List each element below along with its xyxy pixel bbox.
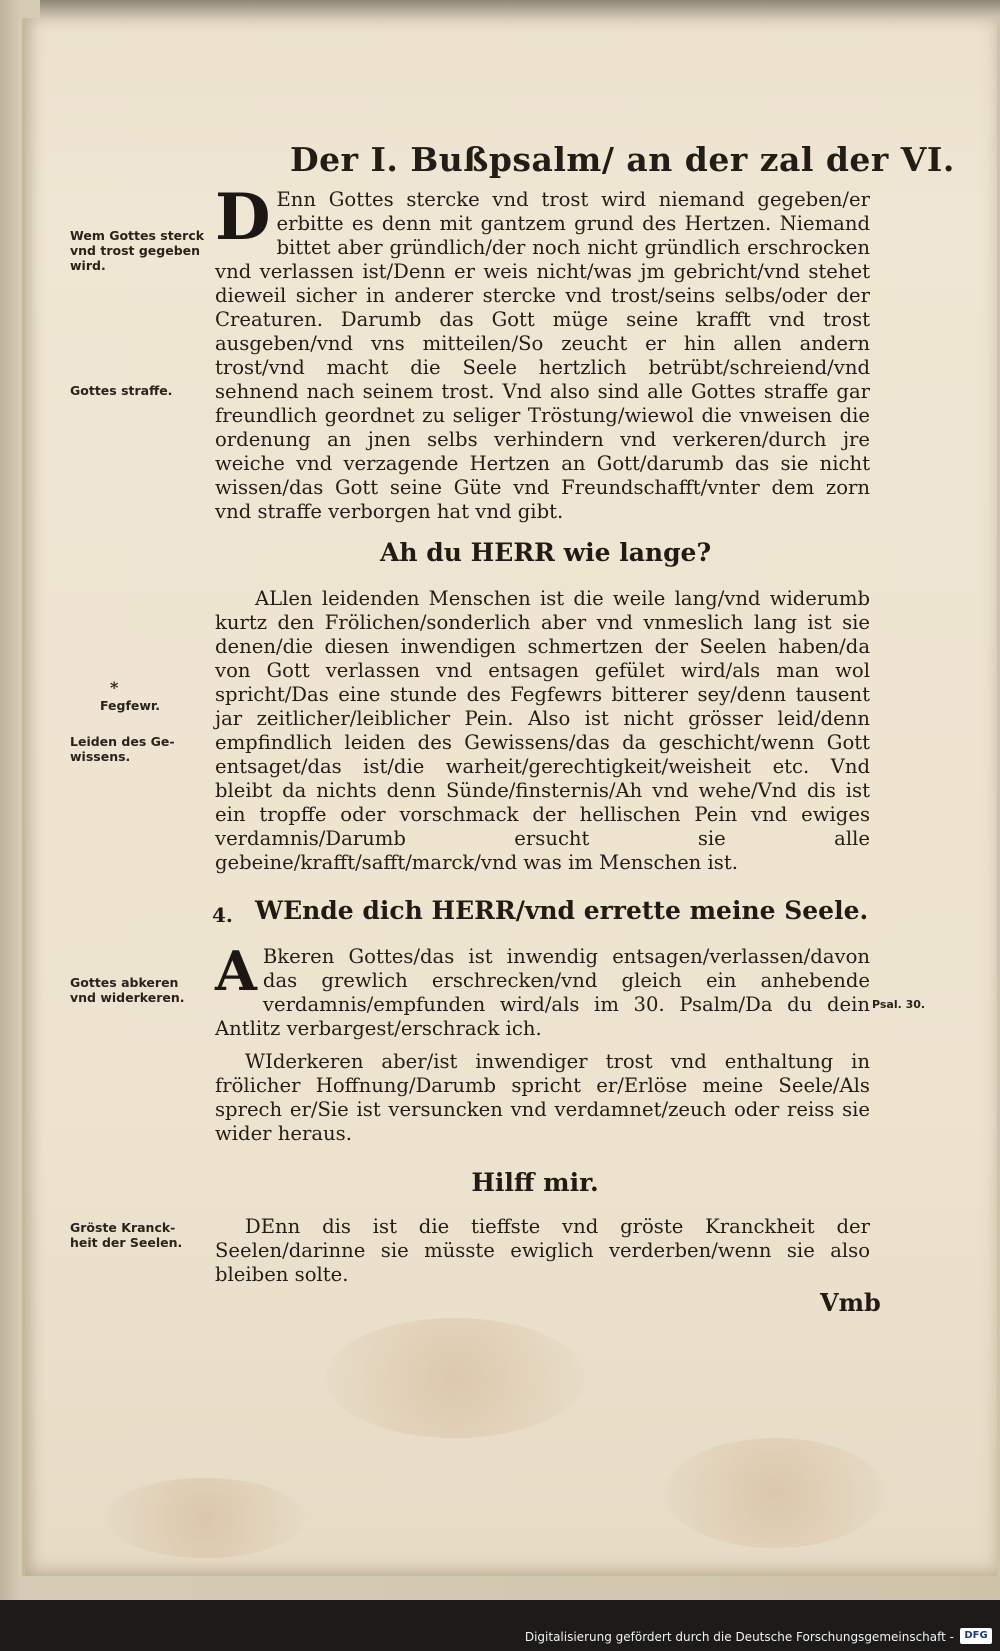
- dfg-logo-icon: DFG: [960, 1628, 992, 1644]
- sidenote-gottes-straffe: Gottes straffe.: [70, 383, 173, 398]
- verse-number: 4.: [212, 903, 233, 927]
- paper-stain: [105, 1478, 305, 1558]
- drop-initial: A: [215, 939, 257, 1003]
- asterisk-mark: *: [110, 678, 119, 697]
- drop-initial: D: [215, 180, 271, 255]
- section-heading-wende-dich: WEnde dich HERR/vnd errette meine Seele.: [255, 896, 869, 925]
- digitization-credit: Digitalisierung gefördert durch die Deutsche Forschungsgemeinschaft -: [524, 1630, 954, 1644]
- section-heading-hilff-mir: Hilff mir.: [471, 1168, 599, 1197]
- paper-stain: [325, 1318, 585, 1438]
- paragraph-3: [215, 939, 870, 1041]
- sidenote-kranckheit: Gröste Kranck-heit der Seelen.: [70, 1220, 183, 1250]
- catchword: Vmb: [820, 1288, 881, 1317]
- sidenote-psalm-reference: Psal. 30.: [872, 998, 926, 1011]
- paragraph-5: DEnn dis ist die tieffste vnd gröste Kranckheit der Seelen/darinne sie müsste ewiglich verderben/wenn sie also bleiben solte.: [215, 1215, 870, 1286]
- section-heading-ah-du-herr: Ah du HERR wie lange?: [380, 538, 712, 567]
- page-top-edge: [40, 0, 1000, 18]
- sidenote-wem-gottes: Wem Gottes sterck vnd trost gegeben wird.: [70, 228, 205, 273]
- sidenote-abkeren: Gottes abkeren vnd widerkeren.: [70, 975, 185, 1005]
- paper-stain: [665, 1438, 885, 1548]
- sidenote-fegfewr: Fegfewr.: [100, 698, 161, 713]
- paragraph-1: [215, 180, 870, 524]
- running-head: Der I. Bußpsalm/ an der zal der VI.: [290, 140, 955, 179]
- paragraph-4: WIderkeren aber/ist inwendiger trost vnd enthaltung in frölicher Hoffnung/Darumb spricht er/Erlöse meine Seele/Als sprech er/Sie ist versuncken vnd verdamnet/zeuch oder reiss sie wider heraus.: [215, 1050, 870, 1145]
- paragraph-1-text: Enn Gottes stercke vnd trost wird niemand gegeben/er erbitte es denn mit gantzem grund des Hertzen. Niemand bittet aber gründlich/der noch nicht gründlich erschrocken vnd verlassen ist/Denn er weis nicht/was jm gebricht/vnd stehet dieweil sicher in anderer stercke vnd trost/seins selbs/oder der Creaturen. Darumb das Gott müge seine krafft vnd trost ausgeben/vnd vns mitteilen/So zeucht er hin allen andern trost/vnd macht die Seele hertzlich betrübt/schreiend/vnd sehnend nach seinem trost. Vnd also sind alle Gottes straffe gar freundlich geordnet zu seliger Tröstung/wiewol die vnweisen die ordenung an jnen selbs verhindern vnd verkeren/durch jre weiche vnd verzagende Hertzen an Gott/darumb das sie nicht wissen/das Gott seine Güte vnd Freundschafft/vnter dem zorn vnd straffe verborgen hat vnd gibt.: [215, 188, 870, 523]
- paragraph-2: ALlen leidenden Menschen ist die weile lang/vnd widerumb kurtz den Frölichen/sonderlich aber vnd vnmeslich lang ist sie denen/die diesen inwendigen schmertzen der Seelen haben/da von Gott verlassen vnd entsagen gefület wird/als man wol spricht/Das eine stunde des Fegfewrs bitterer sey/denn tausent jar zeitlicher/leiblicher Pein. Also ist nicht grösser leid/denn empfindlich leiden des Gewissens/das da geschicht/wenn Gott entsaget/das ist/die warheit/gerechtigkeit/weisheit etc. Vnd bleibt da nichts denn Sünde/finsternis/Ah vnd wehe/Vnd dis ist ein tropffe oder vorschmack der hellischen Pein vnd ewiges verdamnis/Darumb ersucht sie alle gebeine/krafft/safft/marck/vnd was im Menschen ist.: [215, 587, 870, 874]
- paragraph-3-text: Bkeren Gottes/das ist inwendig entsagen/verlassen/davon das grewlich erschrecken/vnd gleich ein anhebende verdamnis/empfunden wird/als im 30. Psalm/Da du dein Antlitz verbargest/erschrack ich.: [215, 945, 870, 1040]
- sidenote-leiden: Leiden des Ge-wissens.: [70, 734, 175, 764]
